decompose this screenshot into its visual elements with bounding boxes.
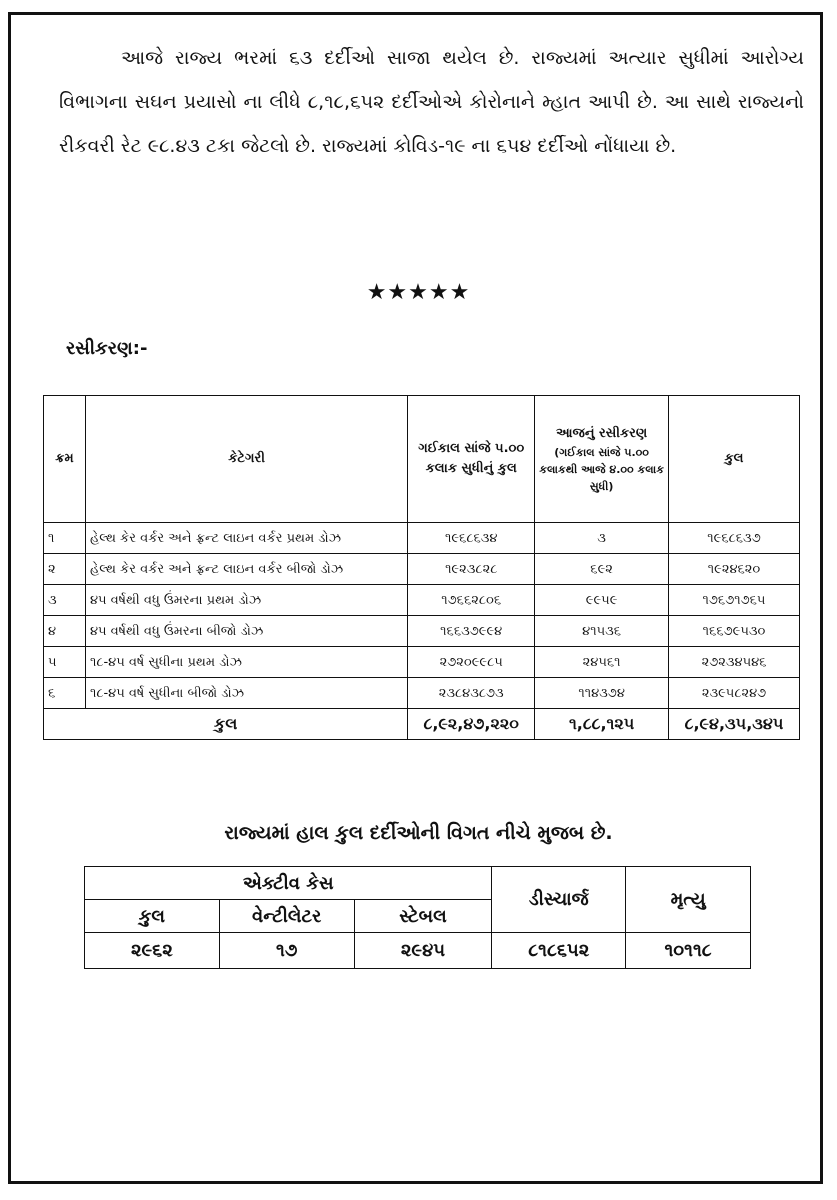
total-total: ૮,૯૪,૩૫,૩૪૫ [669,709,800,740]
cell-sr: ૩ [44,585,86,616]
cell-total: ૨૩૯૫૮૨૪૭ [669,678,800,709]
cell-total: ૧૬૬૭૯૫૩૦ [669,616,800,647]
cell-prev: ૧૬૬૩૭૯૯૪ [408,616,535,647]
cell-category: હેલ્થ કેર વર્કર અને ફ્રન્ટ લાઇન વર્કર પ્રથમ ડોઝ [85,523,407,554]
star-separator: ★★★★★ [366,280,471,305]
stable-value: ૨૯૪૫ [354,933,492,969]
cell-category: ૧૮-૪૫ વર્ષ સુધીના પ્રથમ ડોઝ [85,647,407,678]
cell-prev: ૧૯૬૮૬૩૪ [408,523,535,554]
table-row [44,585,800,616]
cell-today: ૪૧૫૩૬ [535,616,669,647]
header-today [535,396,669,523]
patient-status-table [84,866,751,969]
total-today: ૧,૮૮,૧૨૫ [535,709,669,740]
cell-category: ૪૫ વર્ષથી વધુ ઉંમરના પ્રથમ ડોઝ [85,585,407,616]
cell-today: ૨૪૫૬૧ [535,647,669,678]
cell-prev: ૨૩૮૪૩૮૭૩ [408,678,535,709]
cell-category: ૪૫ વર્ષથી વધુ ઉંમરના બીજો ડોઝ [85,616,407,647]
cell-today: ૧૧૪૩૭૪ [535,678,669,709]
discharge-header: ડીસ્ચાર્જ [492,867,626,933]
cell-category: હેલ્થ કેર વર્કર અને ફ્રન્ટ લાઇન વર્કર બીજો ડોઝ [85,554,407,585]
cell-today: ૯૯૫૯ [535,585,669,616]
cell-category: ૧૮-૪૫ વર્ષ સુધીના બીજો ડોઝ [85,678,407,709]
header-prev: ગઈકાલ સાંજે ૫.૦૦ કલાક સુધીનું કુલ [408,396,535,523]
intro-paragraph: આજે રાજ્ય ભરમાં ૬૩ દર્દીઓ સાજા થયેલ છે. રાજ્યમાં અત્યાર સુધીમાં આરોગ્ય વિભાગના સઘન પ્રયાસો ના લીધે ૮,૧૮,૬૫૨ દર્દીઓએ કોરોનાને મ્હાત આપી છે. આ સાથે રાજ્યનો રીકવરી રેટ ૯૮.૪૩ ટકા જેટલો છે. રાજ્યમાં કોવિડ-૧૯ ના ૬૫૪ દર્દીઓ નોંધાયા છે. [59,47,804,157]
total-value: ૨૯૬૨ [85,933,220,969]
vaccination-header-row [44,396,800,523]
death-header: મૃત્યુ [626,867,751,933]
cell-total: ૧૭૬૭૧૭૬૫ [669,585,800,616]
cell-today: ૬૯૨ [535,554,669,585]
cell-sr: ૫ [44,647,86,678]
table-row [44,678,800,709]
ventilator-value: ૧૭ [219,933,354,969]
death-value: ૧૦૧૧૮ [626,933,751,969]
header-today-note: (ગઈકાલ સાંજે ૫.૦૦ કલાકથી આજે ૪.૦૦ કલાક સુધી) [539,445,665,493]
cell-total: ૧૯૨૪૬૨૦ [669,554,800,585]
header-today-title: આજનું રસીકરણ [555,425,648,441]
total-prev: ૮,૯૨,૪૭,૨૨૦ [408,709,535,740]
patient-status-heading: રાજ્યમાં હાલ કુલ દર્દીઓની વિગત નીચે મુજબ છે. [224,822,613,844]
status-header-row [85,867,751,900]
cell-total: ૨૭૨૩૪૫૪૬ [669,647,800,678]
cell-total: ૧૯૬૮૬૩૭ [669,523,800,554]
vaccination-table [43,395,800,740]
vaccination-heading: રસીકરણ:- [66,338,148,359]
total-row [44,709,800,740]
header-total: કુલ [669,396,800,523]
stable-header: સ્ટેબલ [354,900,492,933]
ventilator-header: વેન્ટીલેટર [219,900,354,933]
cell-sr: ૨ [44,554,86,585]
active-cases-header: એક્ટીવ કેસ [85,867,492,900]
cell-today: ૩ [535,523,669,554]
status-values-row [85,933,751,969]
cell-prev: ૧૯૨૩૮૨૮ [408,554,535,585]
header-sr: ક્રમ [44,396,86,523]
cell-sr: ૬ [44,678,86,709]
total-header: કુલ [85,900,220,933]
cell-sr: ૧ [44,523,86,554]
table-row [44,647,800,678]
discharge-value: ૮૧૮૬૫૨ [492,933,626,969]
cell-prev: ૧૭૬૬૨૮૦૬ [408,585,535,616]
table-row [44,523,800,554]
table-row [44,616,800,647]
table-row [44,554,800,585]
cell-prev: ૨૭૨૦૯૯૮૫ [408,647,535,678]
total-label: કુલ [44,709,408,740]
cell-sr: ૪ [44,616,86,647]
header-category: કેટેગરી [85,396,407,523]
